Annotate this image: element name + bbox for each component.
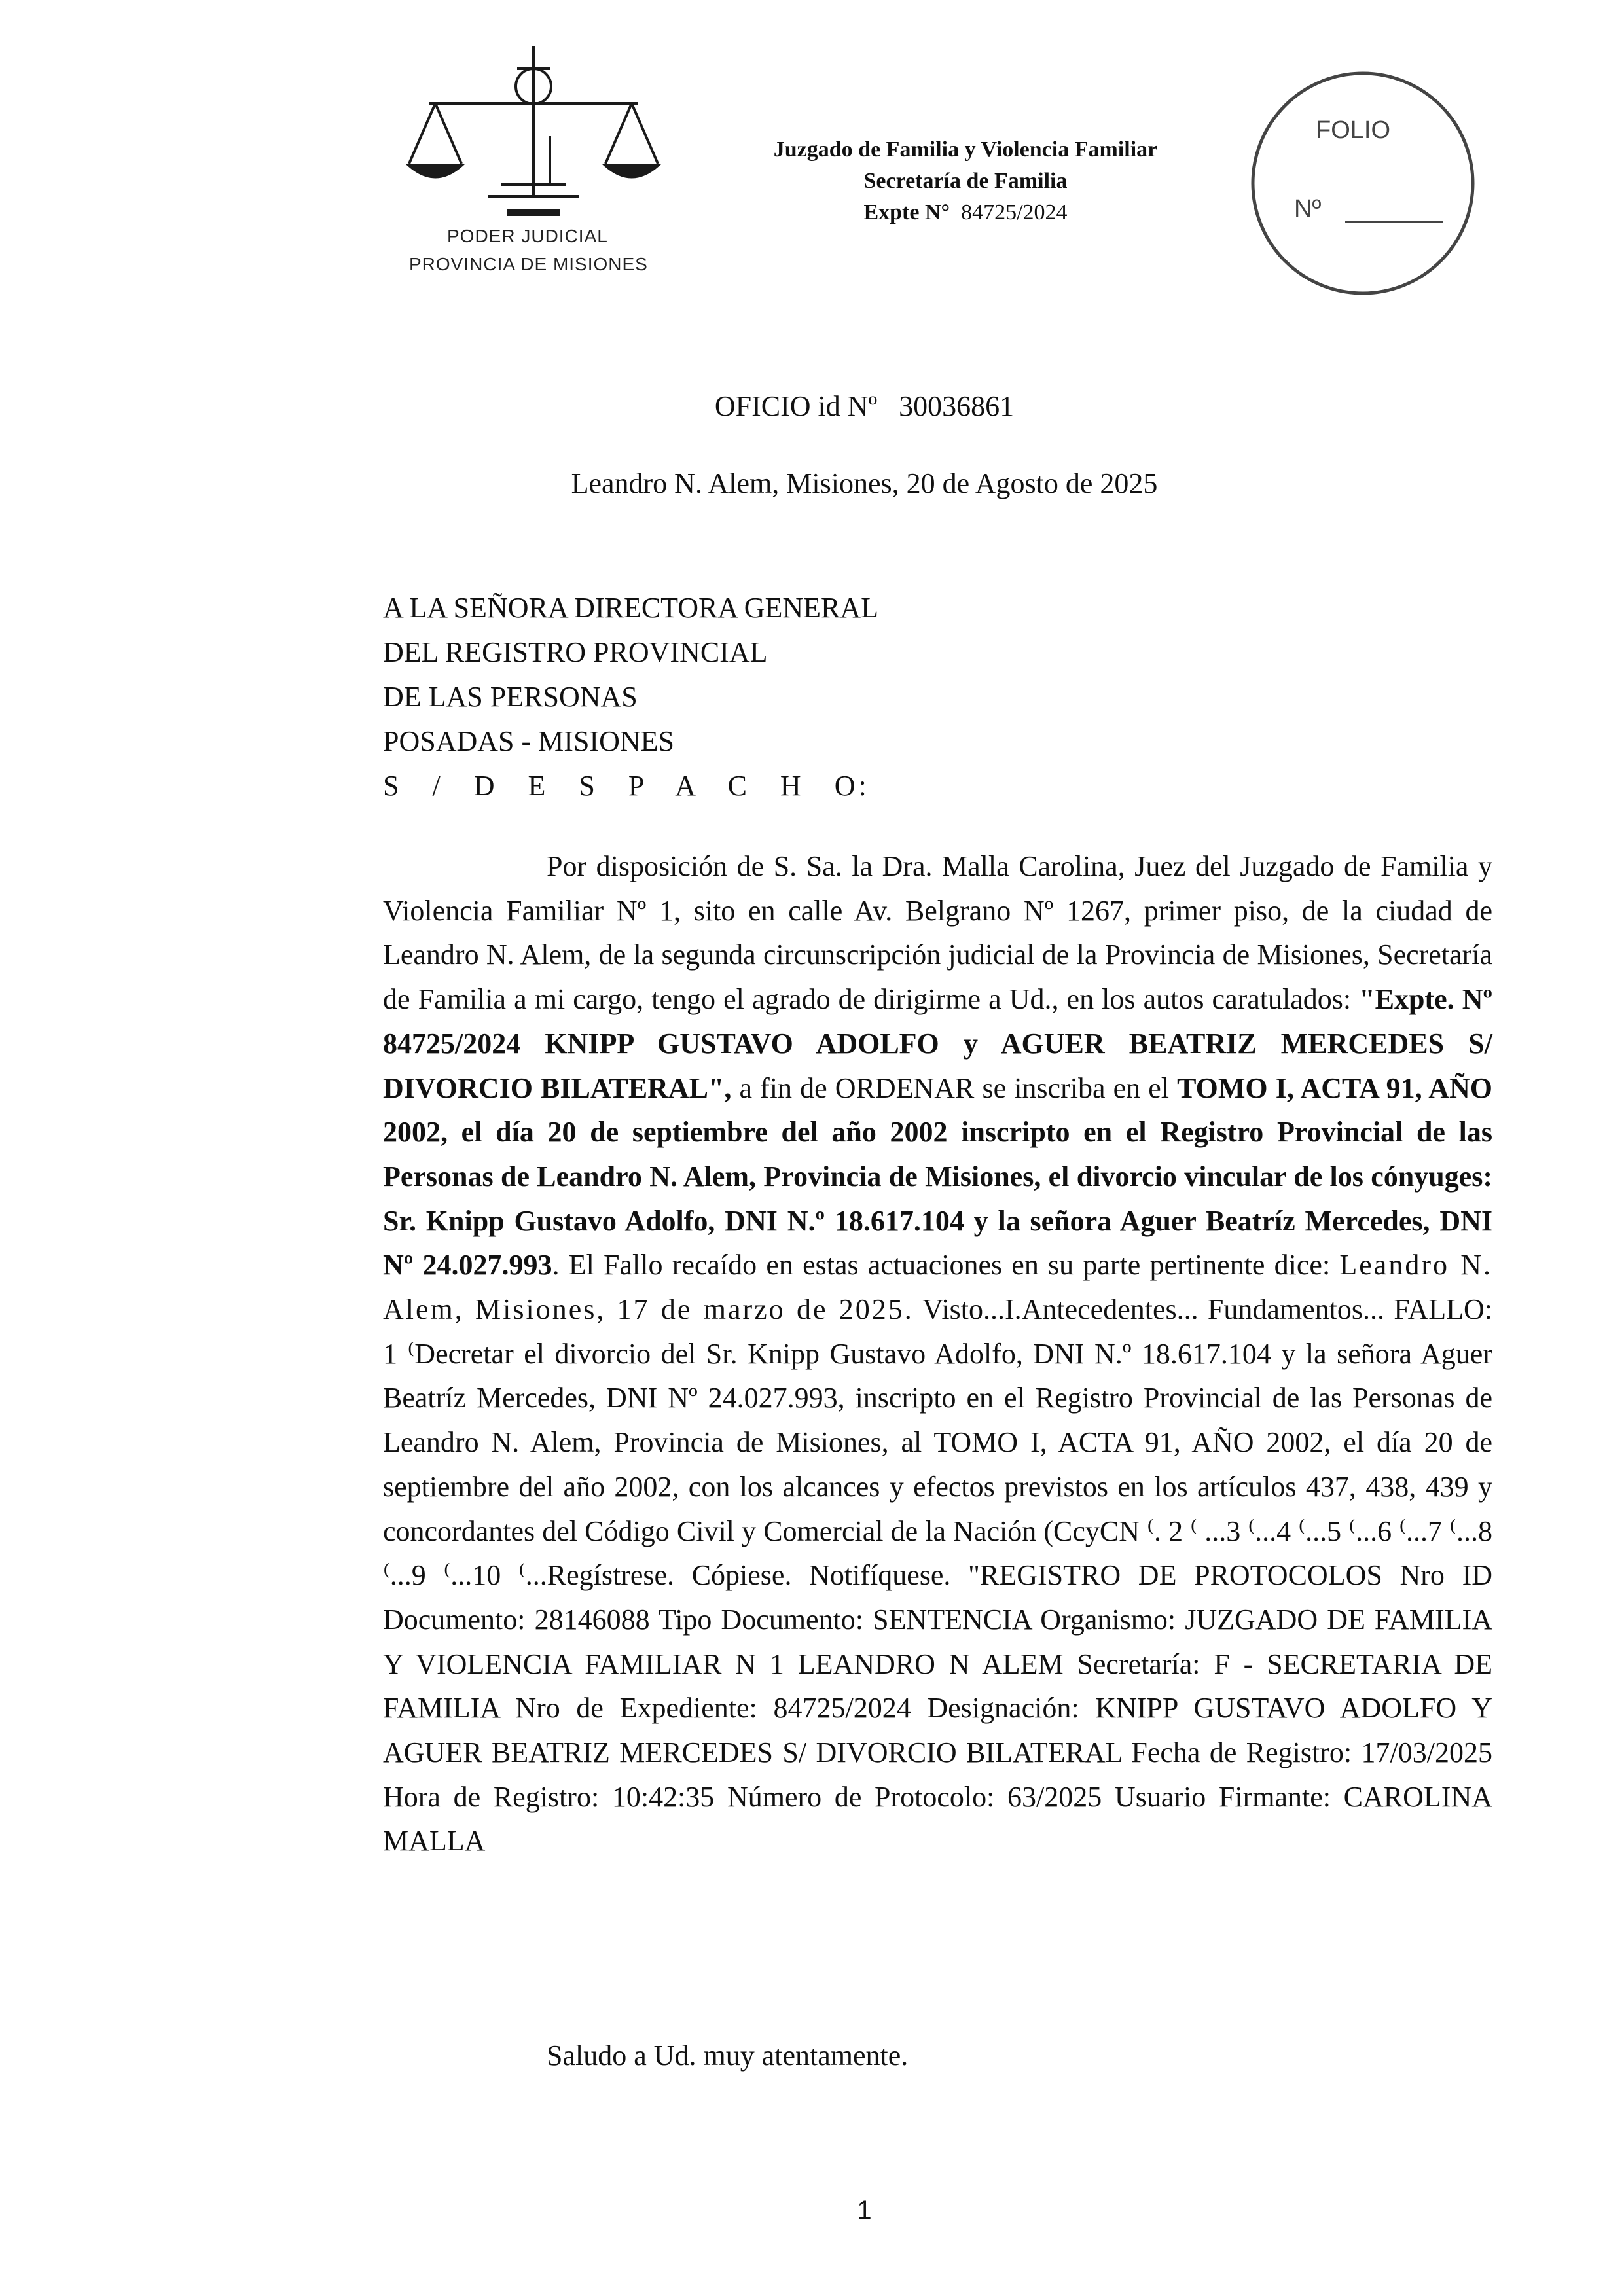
body-paragraph: [383, 844, 1492, 1863]
case-title: "Expte. Nº 84725/2024 KNIPP GUSTAVO ADOLFO y AGUER BEATRIZ MERCEDES S/ DIVORCIO BILATERAL",: [383, 983, 1492, 1104]
expte-label: Expte N°: [863, 200, 950, 224]
page-number: 1: [857, 2196, 872, 2225]
expte-number: 84725/2024: [961, 200, 1068, 224]
court-header: [655, 134, 1276, 228]
body-purpose: a fin de ORDENAR se inscriba en el: [731, 1071, 1178, 1104]
closing-greeting: Saludo a Ud. muy atentamente.: [547, 2039, 909, 2072]
secretariat-name: Secretaría de Familia: [863, 169, 1068, 193]
addressee-block: [383, 586, 878, 808]
folio-stamp-circle-icon: [1248, 69, 1477, 298]
expte-line: [655, 197, 1276, 228]
ruling-intro: . El Fallo recaído en estas actuaciones en su parte pertinente dice:: [552, 1249, 1340, 1282]
seal-text-line2: PROVINCIA DE MISIONES: [409, 254, 648, 274]
folio-number-label: Nº: [1294, 195, 1322, 223]
addressee-line3: DE LAS PERSONAS: [383, 681, 638, 713]
ruling-text: Visto...I.Antecedentes... Fundamentos... FALLO: 1 ⁽Decretar el divorcio del Sr. Knipp Gustavo Adolfo, DNI N.º 18.617.104 y la señora Aguer Beatríz Mercedes, DNI Nº 24.027.993, inscripto en el Registro Provincial de las Personas de Leandro N. Alem, Provincia de Misiones, al TOMO I, ACTA 91, AÑO 2002, el día 20 de septiembre del año 2002, con los alcances y efectos previstos en los artículos 437, 438, 439 y concordantes del Código Civil y Comercial de la Nación (CcyCN ⁽. 2 ⁽ ...3 ⁽...4 ⁽...5 ⁽...6 ⁽...7 ⁽...8 ⁽...9 ⁽...10 ⁽...Regístrese. Cópiese. Notifíquese. "REGISTRO DE PROTOCOLOS Nro ID Documento: 28146088 Tipo Documento: SENTENCIA Organismo: JUZGADO DE FAMILIA Y VIOLENCIA FAMILIAR N 1 LEANDRO N ALEM Secretaría: F - SECRETARIA DE FAMILIA Nro de Expediente: 84725/2024 Designación: KNIPP GUSTAVO ADOLFO Y AGUER BEATRIZ MERCEDES S/ DIVORCIO BILATERAL Fecha de Registro: 17/03/2025 Hora de Registro: 10:42:35 Número de Protocolo: 63/2025 Usuario Firmante: CAROLINA MALLA: [383, 1293, 1492, 1857]
court-name: Juzgado de Familia y Violencia Familiar: [773, 137, 1158, 162]
folio-label: FOLIO: [1316, 117, 1391, 144]
oficio-id: 30036861: [899, 390, 1015, 422]
addressee-line5: S / D E S P A C H O:: [383, 770, 870, 802]
addressee-line4: POSADAS - MISIONES: [383, 725, 674, 757]
addressee-line1: A LA SEÑORA DIRECTORA GENERAL: [383, 592, 879, 624]
place-date: Leandro N. Alem, Misiones, 20 de Agosto de 2025: [571, 467, 1158, 499]
addressee-line2: DEL REGISTRO PROVINCIAL: [383, 636, 768, 668]
body-text: [383, 844, 1492, 1863]
seal-text-line1: PODER JUDICIAL: [447, 226, 608, 246]
ruling-date: Leandro N. Alem, Misiones, 17 de marzo de 2025.: [383, 1249, 1492, 1326]
oficio-label: OFICIO id Nº: [714, 390, 878, 422]
folio-number-blank: [1345, 221, 1443, 223]
oficio-id-line: [0, 389, 1624, 423]
body-intro: Por disposición de S. Sa. la Dra. Malla Carolina, Juez del Juzgado de Familia y Violencia Familiar Nº 1, sito en calle Av. Belgrano Nº 1267, primer piso, de la ciudad de Leandro N. Alem, de la segunda circunscripción judicial de la Provincia de Misiones, Secretaría de Familia a mi cargo, tengo el agrado de dirigirme a Ud., en los autos caratulados:: [383, 850, 1492, 1016]
registry-details: TOMO I, ACTA 91, AÑO 2002, el día 20 de septiembre del año 2002 inscripto en el Registro Provincial de las Personas de Leandro N. Alem, Provincia de Misiones, el divorcio vincular de los cónyuges: Sr. Knipp Gustavo Adolfo, DNI N.º 18.617.104 y la señora Aguer Beatríz Mercedes, DNI Nº 24.027.993: [383, 1071, 1493, 1282]
